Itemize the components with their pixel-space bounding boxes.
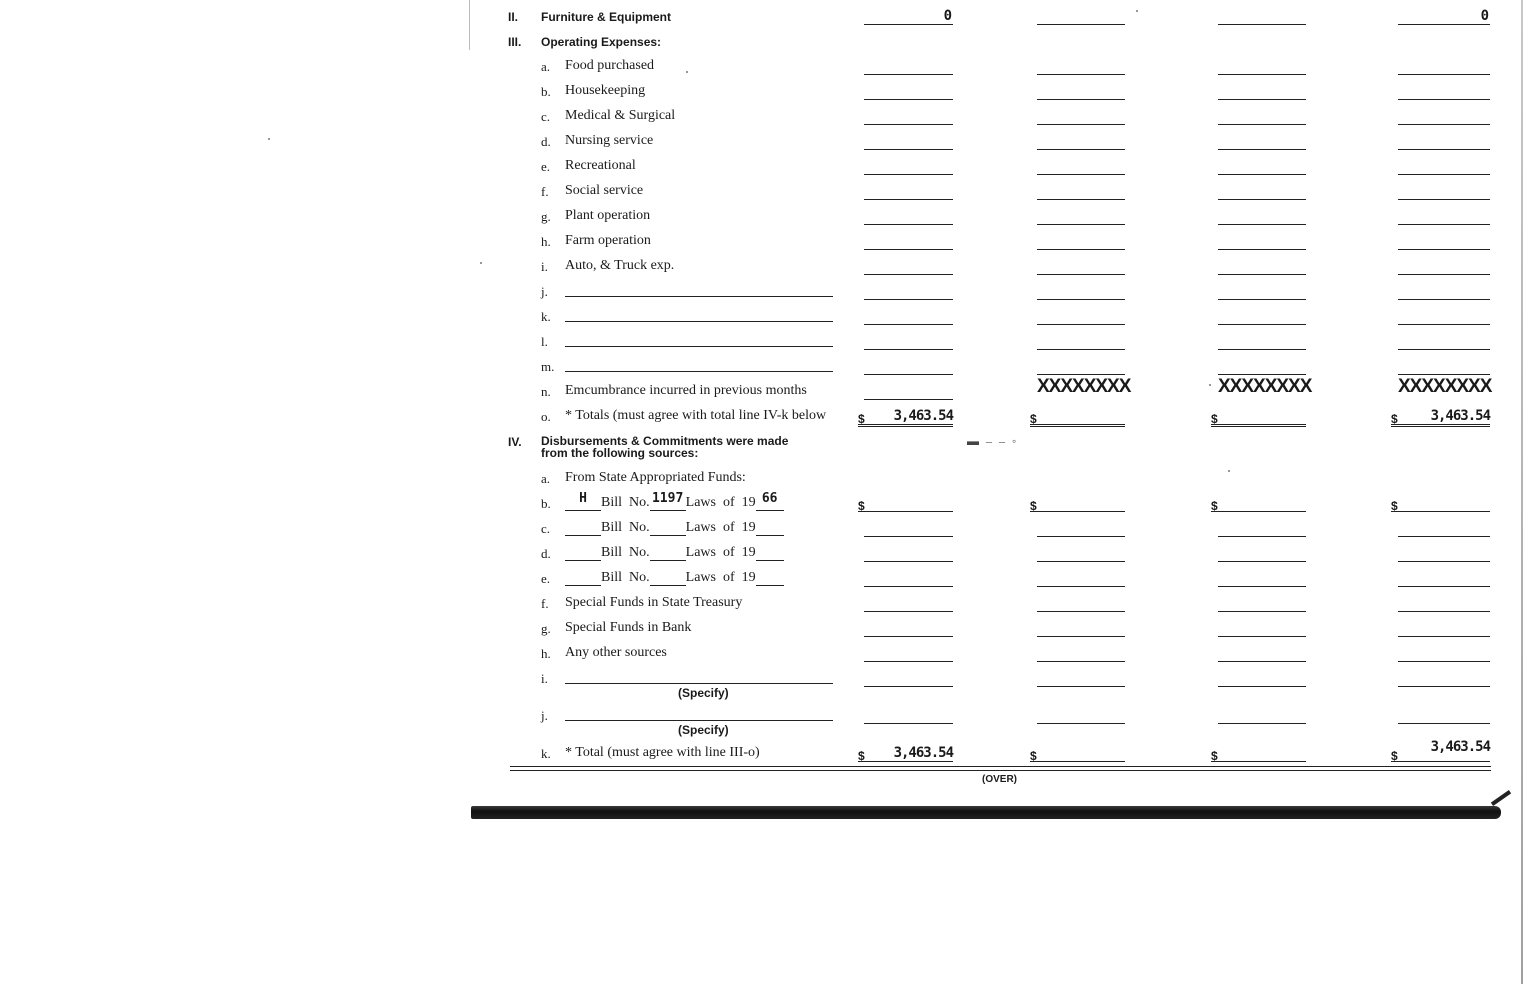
dollar-sign: $ [1030,749,1037,763]
write-in-line[interactable] [565,321,833,322]
amount-field[interactable] [1218,543,1306,562]
amount-field[interactable] [1398,231,1490,250]
amount-field[interactable] [1398,668,1490,687]
amount-field[interactable] [864,231,953,250]
year-prefix: 19 [741,495,756,510]
amount-field[interactable] [864,705,953,724]
dollar-sign: $ [1211,412,1218,426]
row-expense-c [0,106,1530,128]
amount-field[interactable] [1037,106,1125,125]
scan-speck [268,138,270,140]
total-amount-field[interactable] [858,406,953,427]
amount-field[interactable] [1398,106,1490,125]
amount-field[interactable] [1037,56,1125,75]
of-word: of [722,545,735,560]
item-letter: g. [541,209,551,224]
item-letter: d. [541,546,551,561]
bill-house-field[interactable] [565,571,601,586]
scan-edge-shadow [471,806,1501,819]
section-label: Operating Expenses: [541,35,662,49]
amount-field[interactable] [1037,705,1125,724]
scan-speck [1228,470,1230,472]
bill-word: Bill [601,545,623,560]
row-expense-k [0,306,1530,328]
handwritten-amount: 0 [943,8,951,24]
amount-field[interactable] [1218,618,1306,637]
item-label: Emcumbrance incurred in previous months [565,383,807,398]
amount-field[interactable] [1218,356,1306,375]
row-operating-expenses-header [0,31,1530,53]
amount-field[interactable] [1037,668,1125,687]
item-letter: j. [541,284,548,299]
amount-field[interactable] [1037,281,1125,300]
row-expense-j [0,281,1530,303]
item-letter: h. [541,234,551,249]
amount-field[interactable] [1398,306,1490,325]
amount-field[interactable] [1218,231,1306,250]
bill-word: Bill [601,520,623,535]
row-encumbrance [0,376,1530,403]
amount-field[interactable] [1037,518,1125,537]
item-label: Social service [565,183,644,198]
x-mask: XXXXXXXX [1398,376,1492,397]
handwritten-amount: 3,463.54 [1430,739,1490,755]
item-letter: a. [541,59,551,74]
bill-no-word: No. [629,495,650,510]
section-number: III. [508,35,522,49]
dollar-sign: $ [1211,499,1218,513]
amount-field[interactable] [864,6,953,25]
specify-caption: (Specify) [678,723,729,737]
bill-no-word: No. [629,545,650,560]
amount-field[interactable] [864,306,953,325]
amount-field[interactable] [864,156,953,175]
amount-field[interactable] [1218,568,1306,587]
row-source-f [0,593,1530,615]
bill-number-field[interactable] [650,546,686,561]
scan-edge-shadow [1491,790,1511,806]
item-letter: i. [541,259,548,274]
item-letter: j. [541,708,548,723]
dollar-sign: $ [1211,749,1218,763]
section-label: Disbursements & Commitments were made from the following sources: [541,434,789,460]
row-expense-d [0,131,1530,153]
amount-field[interactable] [1218,331,1306,350]
item-label: Medical & Surgical [565,108,676,123]
amount-field[interactable] [1218,668,1306,687]
item-label: Any other sources [565,645,667,660]
laws-word: Laws [685,495,716,510]
amount-field[interactable] [1398,593,1490,612]
item-label: Special Funds in Bank [565,620,692,635]
amount-field[interactable] [1037,181,1125,200]
dollar-sign: $ [1391,412,1398,426]
amount-field[interactable] [1037,6,1125,25]
amount-field[interactable] [1037,331,1125,350]
amount-field[interactable] [1037,356,1125,375]
item-label: Plant operation [565,208,651,223]
row-expense-i [0,256,1530,278]
amount-field[interactable] [1218,518,1306,537]
amount-field[interactable] [1398,705,1490,724]
amount-field[interactable] [1218,156,1306,175]
bill-number-field[interactable] [650,521,686,536]
handwritten-house: H [579,491,587,506]
row-expense-l [0,331,1530,353]
bill-year-field[interactable] [756,521,784,536]
amount-field[interactable] [864,181,953,200]
row-expense-h [0,231,1530,253]
amount-field[interactable] [1398,643,1490,662]
item-label: * Totals (must agree with total line IV-k below [565,408,827,423]
handwritten-year: 66 [761,491,778,506]
amount-field[interactable] [1037,618,1125,637]
handwritten-bill-number: 1197 [651,491,684,506]
amount-field[interactable] [1218,256,1306,275]
bill-number-field[interactable] [650,571,686,586]
item-label: Special Funds in State Treasury [565,595,743,610]
row-expense-b [0,81,1530,103]
amount-field[interactable] [1398,256,1490,275]
specify-caption: (Specify) [678,686,729,700]
section-number: II. [508,10,519,24]
amount-field[interactable] [1391,493,1490,512]
item-letter: i. [541,671,548,686]
amount-field[interactable] [864,643,953,662]
scan-speck [1136,10,1138,12]
of-word: of [722,520,735,535]
row-source-j [0,705,1530,727]
total-amount-field[interactable] [1030,406,1125,427]
amount-field[interactable] [864,131,953,150]
scan-speck [480,262,482,264]
x-mask: XXXXXXXX [1037,376,1131,397]
amount-field[interactable] [864,256,953,275]
amount-field[interactable] [864,518,953,537]
write-in-line[interactable] [565,683,833,684]
row-source-d [0,543,1530,565]
masked-field [1037,376,1131,399]
row-expense-a [0,56,1530,78]
amount-field[interactable] [1218,281,1306,300]
amount-field[interactable] [1037,156,1125,175]
amount-field[interactable] [1218,181,1306,200]
amount-field[interactable] [1398,543,1490,562]
bill-reference [565,491,784,511]
total-amount-field[interactable] [1030,743,1125,762]
stray-mark: ▬ ‒ ‒ ◦ [967,434,1019,448]
row-expense-g [0,206,1530,228]
total-amount-field[interactable] [1211,743,1306,762]
total-amount-field[interactable] [1391,739,1490,763]
amount-field[interactable] [1218,643,1306,662]
amount-field[interactable] [1398,156,1490,175]
row-source-h [0,643,1530,665]
amount-field[interactable] [1037,643,1125,662]
amount-field[interactable] [864,618,953,637]
row-totals-iii [0,406,1530,428]
amount-field[interactable] [1398,331,1490,350]
amount-field[interactable] [1218,56,1306,75]
amount-field[interactable] [1218,131,1306,150]
amount-field[interactable] [1211,493,1306,512]
of-word: of [722,495,735,510]
write-in-line[interactable] [565,296,833,297]
total-amount-field[interactable] [858,743,953,762]
bill-house-field[interactable] [565,546,601,561]
dollar-sign: $ [858,749,865,763]
item-label: * Total (must agree with line III-o) [565,745,760,760]
amount-field[interactable] [864,593,953,612]
amount-field[interactable] [1398,518,1490,537]
item-label: Nursing service [565,133,654,148]
handwritten-amount: 0 [1480,8,1488,24]
bill-year-field[interactable] [756,571,784,586]
masked-field [1218,376,1312,399]
bill-no-word: No. [629,520,650,535]
amount-field[interactable] [1398,356,1490,375]
item-letter: l. [541,334,548,349]
row-source-e [0,568,1530,590]
amount-field[interactable] [1218,705,1306,724]
item-letter: b. [541,496,551,511]
amount-field[interactable] [864,81,953,100]
amount-field[interactable] [1037,593,1125,612]
dollar-sign: $ [858,412,865,426]
amount-field[interactable] [1398,131,1490,150]
section-label: Furniture & Equipment [541,10,671,24]
item-letter: b. [541,84,551,99]
amount-field[interactable] [864,331,953,350]
bill-reference [565,520,784,536]
dollar-sign: $ [1391,749,1398,763]
amount-field[interactable] [1037,231,1125,250]
amount-field[interactable] [1398,568,1490,587]
amount-field[interactable] [1398,618,1490,637]
section-number: IV. [508,435,522,449]
handwritten-amount: 3,463.54 [893,408,953,424]
amount-field[interactable] [864,543,953,562]
row-source-a [0,468,1530,490]
amount-field[interactable] [1398,6,1490,25]
item-label: Food purchased [565,58,655,73]
scan-speck [686,71,688,73]
item-letter: a. [541,471,551,486]
bill-word: Bill [601,570,623,585]
row-disbursements-header [0,431,1530,461]
bill-house-field[interactable] [565,491,601,511]
amount-field[interactable] [864,381,953,400]
item-label: From State Appropriated Funds: [565,470,746,485]
item-letter: c. [541,109,551,124]
masked-field [1398,376,1492,399]
item-letter: d. [541,134,551,149]
row-source-c [0,518,1530,540]
item-letter: g. [541,621,551,636]
bill-reference [565,545,784,561]
dollar-sign: $ [1030,412,1037,426]
of-word: of [722,570,735,585]
write-in-line[interactable] [565,371,833,372]
item-letter: f. [541,596,549,611]
bill-word: Bill [601,495,623,510]
amount-field[interactable] [1030,493,1125,512]
scan-speck [1209,384,1211,386]
amount-field[interactable] [1037,306,1125,325]
handwritten-amount: 3,463.54 [893,745,953,761]
amount-field[interactable] [864,668,953,687]
amount-field[interactable] [864,56,953,75]
row-expense-m [0,356,1530,378]
item-letter: n. [541,384,551,399]
amount-field[interactable] [1398,56,1490,75]
amount-field[interactable] [1037,256,1125,275]
amount-field[interactable] [1218,81,1306,100]
bill-number-field[interactable] [650,491,686,511]
amount-field[interactable] [1037,81,1125,100]
bill-reference [565,570,784,586]
item-letter: f. [541,184,549,199]
row-expense-f [0,181,1530,203]
amount-field[interactable] [1218,106,1306,125]
item-letter: e. [541,571,551,586]
amount-field[interactable] [1218,6,1306,25]
item-label: Auto, & Truck exp. [565,258,675,273]
amount-field[interactable] [864,568,953,587]
item-letter: k. [541,309,551,324]
write-in-line[interactable] [565,720,833,721]
bill-house-field[interactable] [565,521,601,536]
amount-field[interactable] [1398,81,1490,100]
total-amount-field[interactable] [1211,406,1306,427]
year-prefix: 19 [741,520,756,535]
bill-year-field[interactable] [756,491,784,511]
row-source-b [0,493,1530,515]
laws-word: Laws [685,570,716,585]
x-mask: XXXXXXXX [1218,376,1312,397]
amount-field[interactable] [1037,206,1125,225]
amount-field[interactable] [1218,206,1306,225]
section-divider [510,766,1491,771]
row-expense-e [0,156,1530,178]
row-furniture-equipment [0,6,1530,28]
amount-field[interactable] [1398,206,1490,225]
amount-field[interactable] [858,493,953,512]
amount-field[interactable] [864,206,953,225]
amount-field[interactable] [864,106,953,125]
over-label: (OVER) [982,774,1017,785]
item-letter: k. [541,746,551,761]
dollar-sign: $ [1391,499,1398,513]
handwritten-amount: 3,463.54 [1430,408,1490,424]
year-prefix: 19 [741,545,756,560]
row-total-iv [0,739,1530,765]
row-source-i [0,668,1530,690]
amount-field[interactable] [1037,568,1125,587]
write-in-line[interactable] [565,346,833,347]
amount-field[interactable] [1398,181,1490,200]
amount-field[interactable] [1037,543,1125,562]
row-source-g [0,618,1530,640]
dollar-sign: $ [858,499,865,513]
item-label: Recreational [565,158,636,173]
amount-field[interactable] [1398,281,1490,300]
item-letter: c. [541,521,551,536]
amount-field[interactable] [864,356,953,375]
item-label: Farm operation [565,233,651,248]
total-amount-field[interactable] [1391,406,1490,427]
item-letter: o. [541,409,551,424]
laws-word: Laws [685,520,716,535]
item-letter: m. [541,359,555,374]
bill-year-field[interactable] [756,546,784,561]
item-letter: h. [541,646,551,661]
item-letter: e. [541,159,551,174]
dollar-sign: $ [1030,499,1037,513]
amount-field[interactable] [1037,131,1125,150]
year-prefix: 19 [741,570,756,585]
amount-field[interactable] [864,281,953,300]
bill-no-word: No. [629,570,650,585]
amount-field[interactable] [1218,306,1306,325]
amount-field[interactable] [1218,593,1306,612]
laws-word: Laws [685,545,716,560]
item-label: Housekeeping [565,83,646,98]
